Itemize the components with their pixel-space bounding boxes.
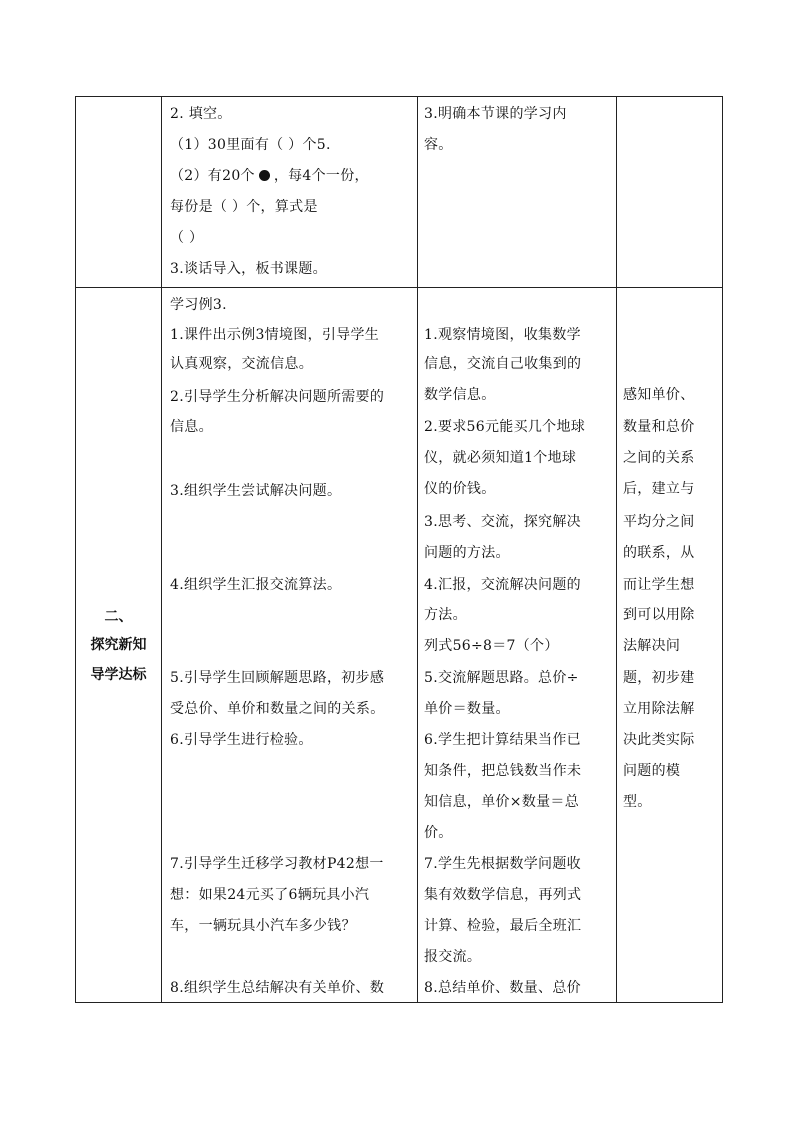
text-line: 集有效数学信息，再列式 [424, 887, 582, 903]
text-line: 仪，就必须知道1个地球 [424, 450, 577, 466]
text-line: 车，一辆玩具小汽车多少钱？ [170, 918, 356, 934]
text-line-with-dot [170, 167, 369, 185]
student-activity-cell [418, 288, 617, 1003]
text-line: 受总价、单价和数量之间的关系。 [170, 701, 385, 717]
teacher-activity-cell [162, 97, 418, 288]
text-line: 知信息，单价×数量＝总 [424, 794, 580, 810]
text-line: 2. 填空。 [170, 106, 232, 122]
text-line: 后，建立与 [623, 481, 695, 497]
stage-number: 二、 [104, 609, 133, 625]
text-line: 认真观察，交流信息。 [170, 356, 313, 372]
text-line: 立用除法解 [623, 701, 695, 717]
stage-cell [76, 288, 162, 1003]
text-line: 5.引导学生回顾解题思路，初步感 [170, 670, 385, 686]
text-line: 2.引导学生分析解决问题所需要的 [170, 389, 385, 405]
text-line: （1）30里面有（ ）个5. [170, 137, 331, 153]
text-line: 仪的价钱。 [424, 481, 496, 497]
text-line: 6.引导学生进行检验。 [170, 732, 313, 748]
text-line: 4.汇报，交流解决问题的 [424, 577, 581, 593]
text-line: （ ） [170, 230, 204, 246]
stage-cell-empty [76, 97, 162, 288]
design-intent-cell [617, 97, 723, 288]
teacher-activity-cell [162, 288, 418, 1003]
text-line: 数量和总价 [623, 419, 695, 435]
student-activity-cell [418, 97, 617, 288]
text-line: 计算、检验，最后全班汇 [424, 918, 582, 934]
text-line: 平均分之间 [623, 514, 695, 530]
text-line: 而让学生想 [623, 577, 695, 593]
text-line: 知条件，把总钱数当作未 [424, 763, 582, 779]
text-line: 2.要求56元能买几个地球 [424, 419, 586, 435]
lesson-plan-table [75, 96, 723, 1003]
text-line: 之间的关系 [623, 450, 695, 466]
text-line: 到可以用除 [623, 607, 695, 623]
text-line: 5.交流解题思路。总价÷ [424, 670, 579, 686]
stage-title-line: 导学达标 [90, 667, 147, 683]
text-line: 6.学生把计算结果当作已 [424, 732, 581, 748]
text-fragment: （2）有20个 [170, 168, 255, 184]
text-line: 1.观察情境图，收集数学 [424, 327, 581, 343]
text-line: 法解决问 [623, 638, 681, 654]
text-line: 问题的方法。 [424, 545, 510, 561]
text-line: 3.谈话导入，板书课题。 [170, 261, 327, 277]
text-line: 决此类实际 [623, 732, 695, 748]
text-line: 感知单价、 [623, 387, 695, 403]
text-line: 题，初步建 [623, 670, 695, 686]
text-line: 型。 [623, 794, 652, 810]
text-line: 8.总结单价、数量、总价 [424, 980, 581, 996]
filled-circle-icon [259, 170, 270, 181]
text-line: 信息。 [170, 419, 213, 435]
text-line: 7.学生先根据数学问题收 [424, 856, 581, 872]
text-line: 1.课件出示例3情境图，引导学生 [170, 327, 380, 343]
text-line: 想：如果24元买了6辆玩具小汽 [170, 887, 370, 903]
text-line: 信息，交流自己收集到的 [424, 356, 582, 372]
text-line: 的联系，从 [623, 545, 695, 561]
text-line: 数学信息。 [424, 387, 496, 403]
text-line: 3.明确本节课的学习内 [424, 106, 567, 122]
text-line: 3.组织学生尝试解决问题。 [170, 483, 342, 499]
text-line: 容。 [424, 137, 453, 153]
text-line: 每份是（ ）个，算式是 [170, 199, 318, 215]
text-line: 方法。 [424, 607, 467, 623]
table-row-intro [76, 97, 723, 288]
text-line: 列式56÷8＝7（个） [424, 638, 559, 654]
text-line: 7.引导学生迁移学习教材P42想一 [170, 856, 384, 872]
text-line: 学习例3. [170, 297, 227, 313]
text-line: 8.组织学生总结解决有关单价、数 [170, 980, 385, 996]
text-line: 报交流。 [424, 949, 482, 965]
stage-title-line: 探究新知 [90, 637, 147, 653]
text-line: 4.组织学生汇报交流算法。 [170, 577, 342, 593]
text-line: 3.思考、交流，探究解决 [424, 514, 581, 530]
text-fragment: ，每4个一份， [273, 168, 369, 184]
text-line: 价。 [424, 825, 453, 841]
table-row-explore [76, 288, 723, 1003]
text-line: 单价＝数量。 [424, 701, 510, 717]
design-intent-cell [617, 288, 723, 1003]
text-line: 问题的模 [623, 763, 681, 779]
